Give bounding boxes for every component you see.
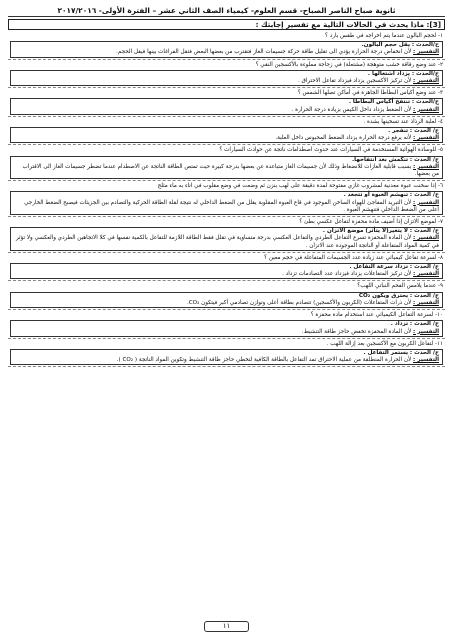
explanation-line (14, 235, 439, 249)
event-label: ج/ الحدث : (409, 264, 439, 271)
event-label: ج/ الحدث : (409, 349, 439, 356)
question-item (8, 282, 445, 310)
explanation-label: التفسير : (413, 49, 439, 56)
answer-box (10, 127, 443, 143)
question-item (8, 311, 445, 339)
explanation-label: التفسير : (413, 106, 439, 113)
question-item (8, 218, 445, 253)
explanation-label: التفسير : (413, 271, 439, 278)
explanation-text: لأن انخفاض درجة الحرارة يؤدي الى تقليل طاقة حركة جسيمات الغاز فتقترب من بعضها البعض فتقل الفراغات بينها فيقل الحجم. (116, 49, 412, 56)
question-text: ٥- للوسادة الهوائية المستخدمة في السيارات عند حدوث اصطدامات ناتجة عن حوادث السيارات ؟ (219, 147, 443, 154)
question-text: ١- لحجم البالون عندما يتم اخراجه في طقس بارد ؟ (325, 33, 443, 39)
explanation-label: التفسير : (413, 328, 439, 335)
event-label: ج/ الحدث : (409, 156, 439, 163)
page-header: ثانوية صباح الناصر الصباح- قسم العلوم- كيمياء الصف الثاني عشر – الفترة الأولى- ٢٠١٧/٢٠١٦ (8, 6, 445, 17)
event-line (14, 71, 439, 78)
event-answer: يستمر التفاعل . (363, 349, 409, 356)
event-answer: تنكمش بعد انتفاخها. (352, 156, 409, 163)
event-label: ج/ الحدث : (409, 192, 439, 199)
page-number: ١١ (204, 621, 250, 632)
explanation-label: التفسير : (413, 163, 439, 170)
explanation-line (14, 357, 439, 364)
question-text: ٣- عند وضع أكياس البطاطا الجاهزة في أماكن تصلها الشمس ؟ (297, 90, 443, 97)
question-item (8, 340, 445, 368)
event-answer: يزداد اشتعالها . (367, 70, 411, 77)
event-label: ج/الحدث : (411, 70, 439, 77)
explanation-text: لأن الضغط يزداد داخل الكيس بزيادة درجة الحرارة . (291, 106, 412, 113)
explanation-line (14, 329, 439, 336)
event-answer: تنفجر . (388, 128, 409, 135)
explanation-label: التفسير : (413, 78, 439, 85)
section-title: [3]: ماذا يحدث في الحالات التالية مع تفسير إجابتك : (8, 19, 445, 30)
event-label: ج/ الحدث : (409, 128, 439, 135)
question-text: ٤- لعلبة الرذاذ عند تسخينها بشدة . (363, 118, 443, 125)
event-label: ج/ الحدث : (409, 292, 439, 299)
explanation-line (14, 78, 439, 85)
answer-box (10, 292, 443, 308)
explanation-text: لأن التبريد المفاجئ للهواء الساخن الموجود في قاع العبوة المقلوبة يقلل من الضغط الداخلي له نتيجة لقلة الطاقة الحركية والتصادم بين الجزيئات فيصبح الضغط الخارجي أعلى من الضغط الداخلي فتنهشم العبوة . (24, 199, 439, 213)
answer-box (10, 227, 443, 251)
question-text: ٨- لسرعة تفاعل كيميائي عند زيادة عدد الجسيمات المتفاعلة في حجم معين ؟ (264, 254, 443, 261)
explanation-line (14, 164, 439, 178)
explanation-text: لأن المادة المحفزة تسرع التفاعل الطردي والتفاعل العكسي بدرجة متساوية في تقلل فقط الطاقة اللازمة للتفاعل بالكمية نفسها في كلا الاتجاهين الطردي والعكسي ولا تؤثر في كمية المواد المتفاعلة أو الناتجة الموجودة عند الاتزان . (15, 235, 439, 249)
explanation-line (14, 107, 439, 114)
event-answer: يحترق ويكون CO₂ (358, 292, 409, 299)
explanation-text: لأن المادة المحفزة تخفض حاجز طاقة التنشيط. (301, 328, 412, 335)
event-line (14, 99, 439, 106)
explanation-line (14, 49, 439, 56)
answer-box (10, 70, 443, 86)
event-line (14, 157, 439, 164)
explanation-label: التفسير : (413, 135, 439, 142)
event-answer: لا يتغير(لا يتأثر) موضع الاتزان . (322, 228, 409, 235)
question-item (8, 182, 445, 217)
explanation-text: بسبب قابلية الغازات للانضغاط وذلك لأن جسيمات الغاز متباعدة عن بعضها بدرجة كبيرة حيث تمتص الطاقة الناتجة عن الاصطدام عندما تضطر جسيمات الغاز الى الاقتراب من بعضها. (22, 163, 439, 178)
event-answer: يقل حجم البالون. (361, 42, 411, 49)
explanation-line (14, 135, 439, 142)
explanation-text: لأن تركيز الأكسجين يزداد فيزداد تفاعل الاحتراق . (297, 78, 412, 85)
question-text: ١١- لتفاعل الكربون مع الأكسجين بعد إزالة اللهب . (326, 340, 443, 347)
answer-box (10, 41, 443, 57)
explanation-label: التفسير : (413, 299, 439, 306)
question-list (8, 32, 445, 367)
question-text: ٩- عندما يلامس الفحم النباتي اللهب؟ (357, 283, 443, 290)
explanation-line (14, 271, 439, 278)
explanation-text: لأن تركيز المتفاعلات يزداد فيزداد عدد التصادمات تزداد . (282, 271, 412, 278)
question-item (8, 89, 445, 117)
event-label: ج/ الحدث : (409, 228, 439, 235)
explanation-label: التفسير : (413, 199, 439, 206)
answer-box (10, 263, 443, 279)
answer-box (10, 156, 443, 180)
answer-box (10, 191, 443, 215)
question-text: ٢- عند وضع رقاقة خشب متوهجة (مشتعلة) في زجاجة مملوءة بالأكسجين النقي ؟ (255, 61, 443, 68)
worksheet-page (8, 6, 445, 634)
explanation-text: لأنه يرفع درجة الحرارة يزداد الضغط المحبوس داخل العلبة. (275, 135, 412, 142)
explanation-label: التفسير : (413, 235, 439, 242)
question-text: ٦- إذا سخنت عبوة معدنية لمشروب غازي مفتوحة لمدة دقيقة على لهب بنزن ثم وضعت في وضع مقلوب في اناء به ماء مثلج (157, 183, 443, 190)
explanation-line (14, 200, 439, 214)
event-line (14, 293, 439, 300)
question-text: ١٠- لسرعة التفاعل الكيميائي عند استخدام مادة محفزة ؟ (310, 312, 443, 319)
explanation-line (14, 300, 439, 307)
event-label: ج/ الحدث : (409, 321, 439, 328)
event-label: ج/الحدث : (411, 99, 439, 106)
question-item (8, 61, 445, 89)
explanation-text: لأن ذرات المتفاعلات (الكربون والأكسجين) تتصادم بطاقة أعلى وتوازن تصادمي أكبر فيتكون CO₂. (187, 299, 412, 306)
event-answer: تزداد سرعة التفاعل . (349, 264, 409, 271)
event-answer: تزداد . (390, 321, 409, 328)
question-item (8, 32, 445, 60)
answer-box (10, 320, 443, 336)
event-label: ح/الحدث : (411, 42, 439, 49)
question-item (8, 118, 445, 146)
event-answer: تنتفخ أكياس البطاطا . (348, 99, 411, 106)
answer-box (10, 98, 443, 114)
question-item (8, 254, 445, 282)
event-answer: تنهشم العبوة أو تتجعد . (343, 192, 409, 199)
question-text: ٧- لموضع الاتزان إذا أضيف مادة محفزة لتفاعل عكسي بطئ ؟ (299, 219, 443, 226)
explanation-text: لأن الحرارة المنطلقة من عملية الاحتراق تمد التفاعل بالطاقة الكافية لتخطي حاجز طاقة التنشيط وتكوين المواد الناتجة ( CO₂ ). (116, 357, 412, 364)
page-footer (8, 621, 445, 632)
event-line (14, 192, 439, 199)
answer-box (10, 349, 443, 365)
event-line (14, 321, 439, 328)
question-item (8, 146, 445, 181)
explanation-label: التفسير : (413, 357, 439, 364)
